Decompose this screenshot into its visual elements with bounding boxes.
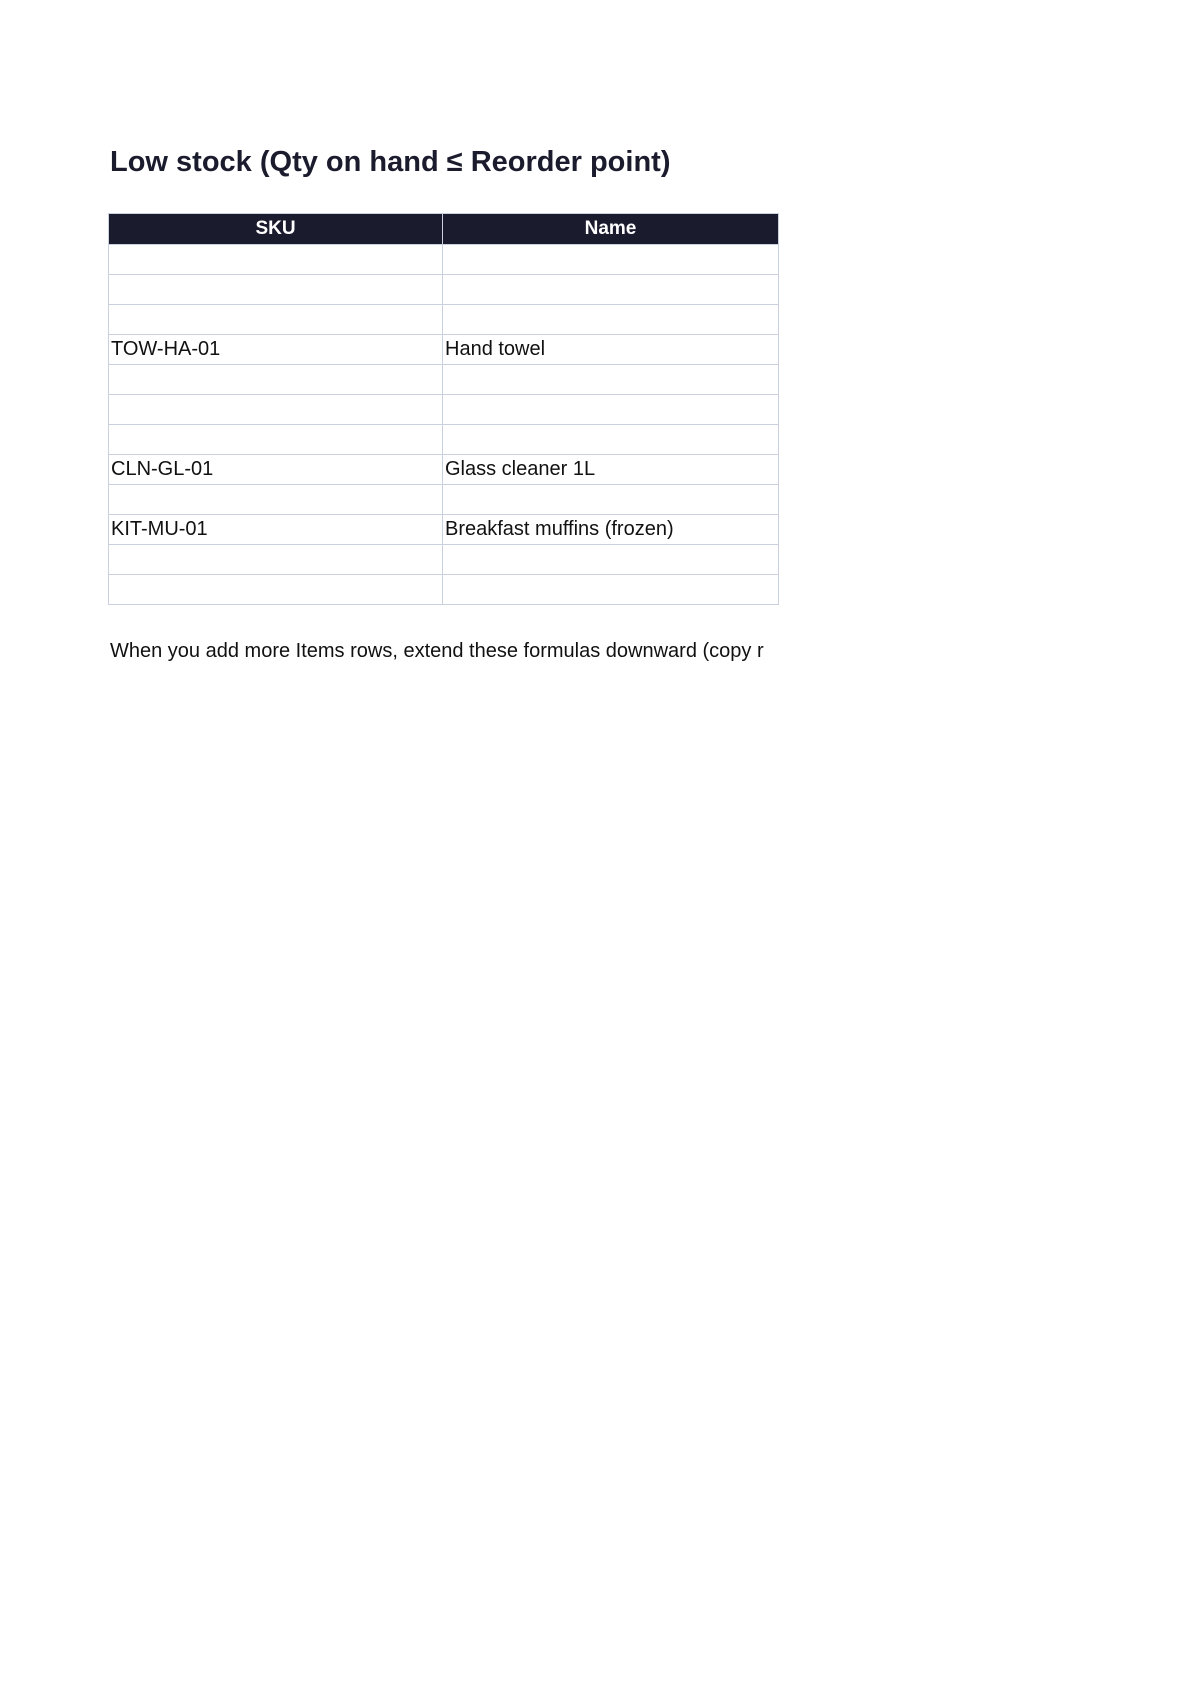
table-row	[109, 575, 779, 605]
name-cell[interactable]: Hand towel	[443, 335, 779, 365]
name-cell[interactable]	[443, 305, 779, 335]
column-header-name[interactable]: Name	[443, 214, 779, 245]
sku-cell[interactable]	[109, 575, 443, 605]
name-cell[interactable]	[443, 395, 779, 425]
sku-cell[interactable]	[109, 275, 443, 305]
sku-cell[interactable]: KIT-MU-01	[109, 515, 443, 545]
page-title: Low stock (Qty on hand ≤ Reorder point)	[110, 146, 671, 178]
sku-cell[interactable]	[109, 545, 443, 575]
sku-cell[interactable]	[109, 305, 443, 335]
sku-cell[interactable]: CLN-GL-01	[109, 455, 443, 485]
table-header-row	[109, 214, 779, 245]
name-cell[interactable]: Breakfast muffins (frozen)	[443, 515, 779, 545]
sku-cell[interactable]	[109, 485, 443, 515]
table-row	[109, 365, 779, 395]
name-cell[interactable]	[443, 365, 779, 395]
name-cell[interactable]	[443, 485, 779, 515]
formula-extension-note: When you add more Items rows, extend these formulas downward (copy r	[110, 640, 764, 662]
table-row	[109, 275, 779, 305]
name-cell[interactable]	[443, 575, 779, 605]
table-row	[109, 245, 779, 275]
table-row	[109, 425, 779, 455]
table-row	[109, 455, 779, 485]
table-row	[109, 335, 779, 365]
table-row	[109, 395, 779, 425]
name-cell[interactable]	[443, 245, 779, 275]
table-row	[109, 545, 779, 575]
sku-cell[interactable]	[109, 245, 443, 275]
name-cell[interactable]	[443, 545, 779, 575]
table-row	[109, 515, 779, 545]
name-cell[interactable]	[443, 425, 779, 455]
sku-cell[interactable]	[109, 365, 443, 395]
sku-cell[interactable]	[109, 425, 443, 455]
table-row	[109, 305, 779, 335]
low-stock-table	[108, 213, 779, 605]
sku-cell[interactable]	[109, 395, 443, 425]
sku-cell[interactable]: TOW-HA-01	[109, 335, 443, 365]
table-row	[109, 485, 779, 515]
name-cell[interactable]: Glass cleaner 1L	[443, 455, 779, 485]
column-header-sku[interactable]: SKU	[109, 214, 443, 245]
name-cell[interactable]	[443, 275, 779, 305]
